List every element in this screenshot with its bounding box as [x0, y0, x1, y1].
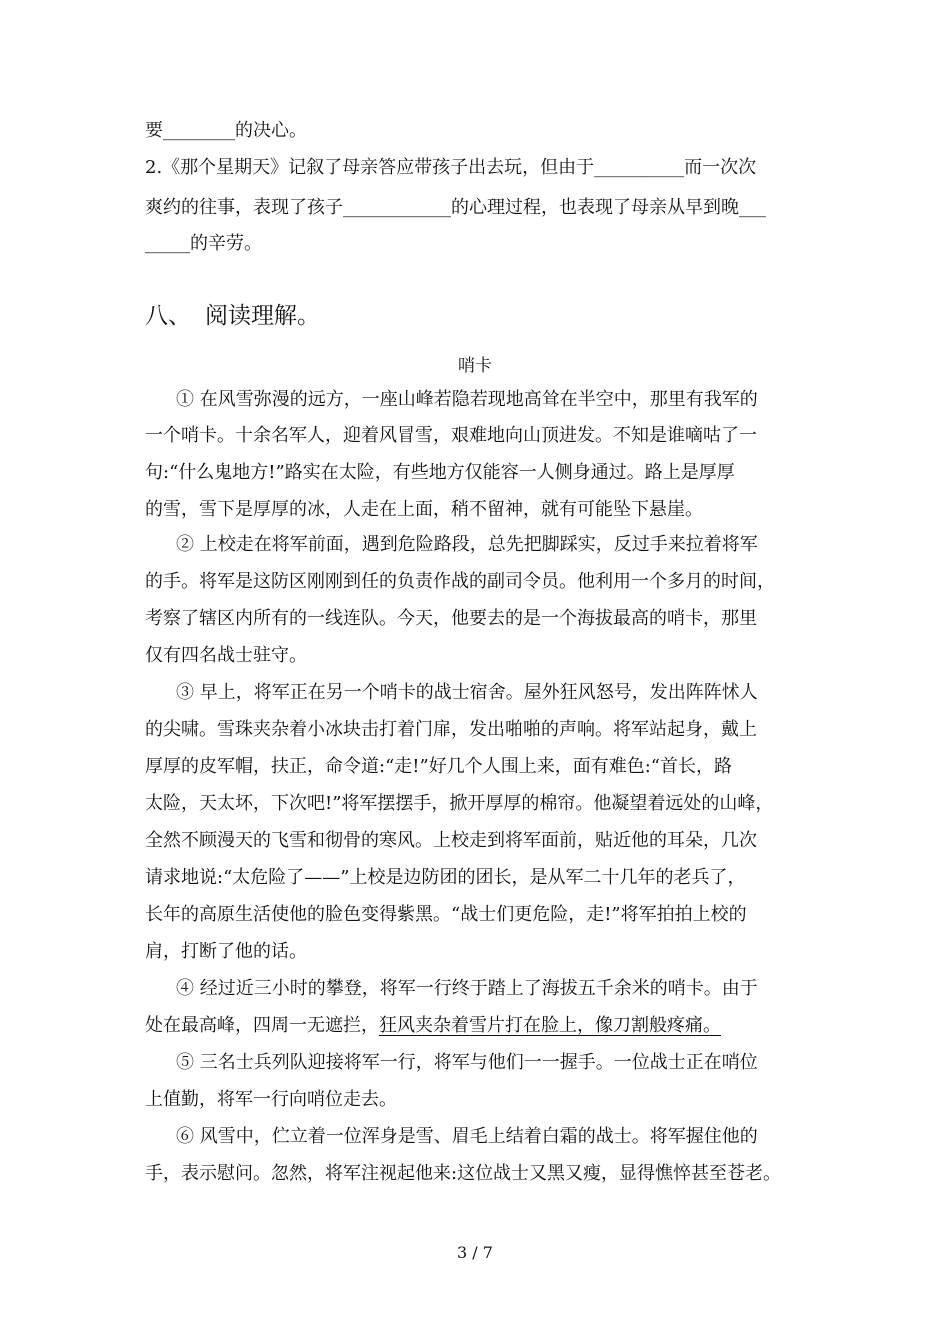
question-line: 爽约的往事，表现了孩子____________的心理过程，也表现了母亲从早到晚___ [145, 197, 766, 218]
passage-line: 厚厚的皮军帽，扶正，命令道:“走!”好几个人围上来，面有难色:“首长，路 [145, 756, 732, 777]
passage-line: 太险，天太坏，下次吧!”将军摆摆手，掀开厚厚的棉帘。他凝望着远处的山峰， [145, 793, 774, 814]
passage-line: ⑥ 风雪中，伫立着一位浑身是雪、眉毛上结着白霜的战士。将军握住他的 [176, 1126, 758, 1147]
passage-line: 长年的高原生活使他的脸色变得紫黑。“战士们更危险，走!”将军拍拍上校的 [145, 904, 747, 925]
section-number: 八、 [145, 303, 191, 329]
passage-line: ④ 经过近三小时的攀登，将军一行终于踏上了海拔五千余米的哨卡。由于 [176, 978, 758, 999]
question-line: 2.《那个星期天》记叙了母亲答应带孩子出去玩，但由于__________而一次次 [145, 157, 757, 178]
passage-line: ⑤ 三名士兵列队迎接将军一行，将军与他们一一握手。一位战士正在哨位 [176, 1052, 758, 1073]
passage-line [145, 1014, 825, 1038]
passage-line: ③ 早上，将军正在另一个哨卡的战士宿舍。屋外狂风怒号，发出阵阵怵人 [176, 682, 758, 703]
passage-line: 的手。将军是这防区刚刚到任的负责作战的副司令员。他利用一个多月的时间， [145, 571, 775, 592]
passage-line: ① 在风雪弥漫的远方，一座山峰若隐若现地高耸在半空中，那里有我军的 [176, 389, 758, 410]
passage-line: 一个哨卡。十余名军人，迎着风冒雪，艰难地向山顶进发。不知是谁嘀咕了一 [145, 425, 757, 446]
passage-line: 上值勤，将军一行向哨位走去。 [145, 1089, 397, 1110]
question-line: 要________的决心。 [145, 120, 307, 141]
passage-line: 肩，打断了他的话。 [145, 941, 307, 962]
section-title: 阅读理解。 [205, 303, 320, 329]
passage-title: 哨卡 [458, 356, 492, 376]
passage-line: ② 上校走在将军前面，遇到危险路段，总先把脚踩实，反过手来拉着将军 [176, 534, 758, 555]
section-heading [145, 300, 320, 332]
page-number: 3 / 7 [457, 1243, 493, 1262]
passage-line: 仅有四名战士驻守。 [145, 645, 307, 666]
passage-line: 全然不顾漫天的飞雪和彻骨的寒风。上校走到将军面前，贴近他的耳朵，几次 [145, 830, 757, 851]
underlined-sentence: 狂风夹杂着雪片打在脸上，像刀割般疼痛。 [379, 1015, 721, 1036]
question-line: _____的辛劳。 [145, 233, 262, 254]
passage-line: 手，表示慰问。忽然，将军注视起他来:这位战士又黑又瘦，显得憔悴甚至苍老。 [145, 1163, 782, 1184]
passage-line: 的尖啸。雪珠夹杂着小冰块击打着门扉，发出啪啪的声响。将军站起身，戴上 [145, 719, 757, 740]
passage-text: 处在最高峰，四周一无遮拦， [145, 1015, 379, 1036]
passage-line: 句:“什么鬼地方!”路实在太险，有些地方仅能容一人侧身通过。路上是厚厚 [145, 462, 735, 483]
passage-line: 请求地说:“太危险了——”上校是边防团的团长，是从军二十几年的老兵了， [145, 867, 746, 888]
passage-line: 的雪，雪下是厚厚的冰，人走在上面，稍不留神，就有可能坠下悬崖。 [145, 499, 703, 520]
passage-line: 考察了辖区内所有的一线连队。今天，他要去的是一个海拔最高的哨卡，那里 [145, 608, 757, 629]
